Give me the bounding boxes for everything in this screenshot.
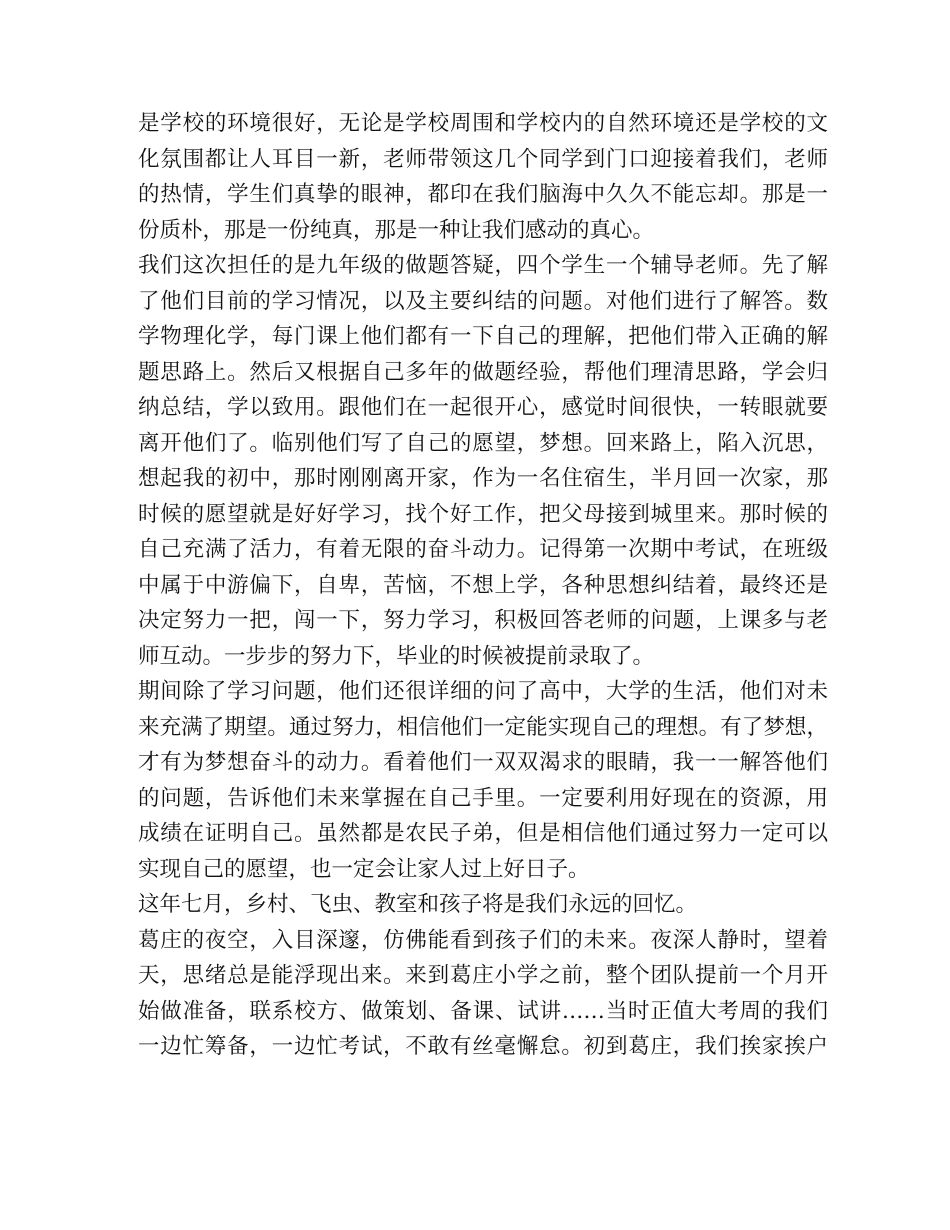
text-line: 这年七月，乡村、飞虫、教室和孩子将是我们永远的回忆。 xyxy=(138,892,698,917)
text-line: 的热情，学生们真挚的眼神，都印在我们脑海中久久不能忘却。那是一 xyxy=(138,182,828,207)
text-line: 的问题，告诉他们未来掌握在自己手里。一定要利用好现在的资源，用 xyxy=(138,785,828,811)
text-line: 实现自己的愿望，也一定会让家人过上好日子。 xyxy=(138,856,590,882)
text-line: 来充满了期望。通过努力，相信他们一定能实现自己的理想。有了梦想， xyxy=(138,714,828,740)
text-line: 成绩在证明自己。虽然都是农民子弟，但是相信他们通过努力一定可以 xyxy=(138,821,828,846)
body-text xyxy=(138,106,828,1065)
text-line: 学物理化学，每门课上他们都有一下自己的理解，把他们带入正确的解 xyxy=(138,324,828,349)
text-line: 天，思绪总是能浮现出来。来到葛庄小学之前，整个团队提前一个月开 xyxy=(138,963,828,988)
text-line: 份质朴，那是一份纯真，那是一种让我们感动的真心。 xyxy=(138,217,655,243)
text-line: 始做准备，联系校方、做策划、备课、试讲……当时正值大考周的我们 xyxy=(138,998,828,1024)
text-line: 想起我的初中，那时刚刚离开家，作为一名住宿生，半月回一次家，那 xyxy=(138,466,828,491)
text-line: 我们这次担任的是九年级的做题答疑，四个学生一个辅导老师。先了解 xyxy=(138,253,828,278)
text-line: 是学校的环境很好，无论是学校周围和学校内的自然环境还是学校的文 xyxy=(138,111,828,136)
text-line: 中属于中游偏下，自卑，苦恼，不想上学，各种思想纠结着，最终还是 xyxy=(138,572,828,598)
text-line: 一边忙筹备，一边忙考试，不敢有丝毫懈怠。初到葛庄，我们挨家挨户 xyxy=(138,1034,828,1059)
text-line: 化氛围都让人耳目一新，老师带领这几个同学到门口迎接着我们，老师 xyxy=(138,146,828,172)
text-line: 才有为梦想奋斗的动力。看着他们一双双渴求的眼睛，我一一解答他们 xyxy=(138,750,828,775)
text-line: 葛庄的夜空，入目深邃，仿佛能看到孩子们的未来。夜深人静时，望着 xyxy=(138,927,828,953)
text-line: 纳总结，学以致用。跟他们在一起很开心，感觉时间很快，一转眼就要 xyxy=(138,395,828,420)
text-line: 题思路上。然后又根据自己多年的做题经验，帮他们理清思路，学会归 xyxy=(138,359,828,385)
text-line: 时候的愿望就是好好学习，找个好工作，把父母接到城里来。那时候的 xyxy=(138,501,828,527)
text-line: 自己充满了活力，有着无限的奋斗动力。记得第一次期中考试，在班级 xyxy=(138,537,828,562)
text-line: 期间除了学习问题，他们还很详细的问了高中，大学的生活，他们对未 xyxy=(138,679,828,704)
text-line: 决定努力一把，闯一下，努力学习，积极回答老师的问题，上课多与老 xyxy=(138,608,828,633)
text-line: 师互动。一步步的努力下，毕业的时候被提前录取了。 xyxy=(138,643,655,669)
text-line: 了他们目前的学习情况，以及主要纠结的问题。对他们进行了解答。数 xyxy=(138,288,828,314)
text-line: 离开他们了。临别他们写了自己的愿望，梦想。回来路上，陷入沉思， xyxy=(138,430,828,456)
